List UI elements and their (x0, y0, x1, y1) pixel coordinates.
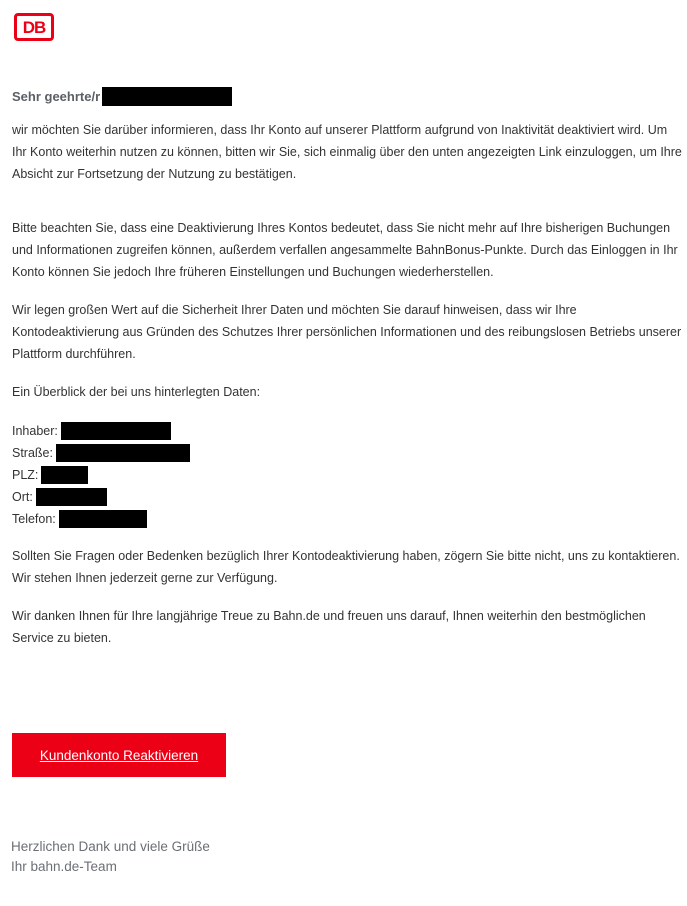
db-logo (14, 13, 54, 41)
detail-row-phone (12, 508, 190, 530)
street-label: Straße: (12, 446, 53, 460)
greeting-text: Sehr geehrte/r (12, 89, 101, 104)
greeting (12, 87, 232, 106)
paragraph-contact: Sollten Sie Fragen oder Bedenken bezüglich Ihrer Kontodeaktivierung haben, zögern Sie bitte nicht, uns zu kontaktieren. Wir stehen Ihnen jederzeit gerne zur Verfügung. (12, 549, 680, 585)
zip-label: PLZ: (12, 468, 39, 482)
closing-signature (11, 837, 210, 877)
reactivate-account-button[interactable] (12, 733, 226, 777)
redacted-zip (41, 466, 88, 484)
detail-row-zip (12, 464, 190, 486)
redacted-city (36, 488, 107, 506)
reactivate-account-link[interactable]: Kundenkonto Reaktivieren (39, 747, 199, 763)
city-label: Ort: (12, 490, 33, 504)
redacted-name (102, 87, 232, 106)
redacted-owner (61, 422, 171, 440)
owner-label: Inhaber: (12, 424, 58, 438)
redacted-phone (59, 510, 147, 528)
detail-row-street (12, 442, 190, 464)
paragraph-data-overview: Ein Überblick der bei uns hinterlegten Daten: (12, 385, 261, 399)
detail-row-city (12, 486, 190, 508)
paragraph-thanks: Wir danken Ihnen für Ihre langjährige Treue zu Bahn.de und freuen uns darauf, Ihnen weiterhin den bestmöglichen Service zu bieten. (12, 609, 646, 645)
paragraph-deactivation-notice: Bitte beachten Sie, dass eine Deaktivierung Ihres Kontos bedeutet, dass Sie nicht mehr auf Ihre bisherigen Buchungen und Informationen zugreifen können, außerdem verfallen angesammelte BahnBonus-Punkte. Durch das Einloggen in Ihr Konto können Sie jedoch Ihre früheren Einstellungen und Buchungen wiederherstellen. (12, 221, 678, 279)
detail-row-owner (12, 420, 190, 442)
closing-line-1: Herzlichen Dank und viele Grüße (11, 839, 210, 854)
closing-line-2: Ihr bahn.de-Team (11, 859, 117, 874)
redacted-street (56, 444, 190, 462)
phone-label: Telefon: (12, 512, 56, 526)
paragraph-intro: wir möchten Sie darüber informieren, dass Ihr Konto auf unserer Plattform aufgrund von Inaktivität deaktiviert wird. Um Ihr Konto weiterhin nutzen zu können, bitten wir Sie, sich einmalig über den unten angezeigten Link einzuloggen, um Ihre Absicht zur Fortsetzung der Nutzung zu bestätigen. (12, 123, 682, 181)
stored-data-list (12, 420, 190, 530)
db-logo-text: DB (22, 17, 46, 37)
paragraph-security: Wir legen großen Wert auf die Sicherheit Ihrer Daten und möchten Sie darauf hinweisen, dass wir Ihre Kontodeaktivierung aus Gründen des Schutzes Ihrer persönlichen Informationen und des reibungslosen Betriebs unserer Plattform durchführen. (12, 303, 682, 361)
